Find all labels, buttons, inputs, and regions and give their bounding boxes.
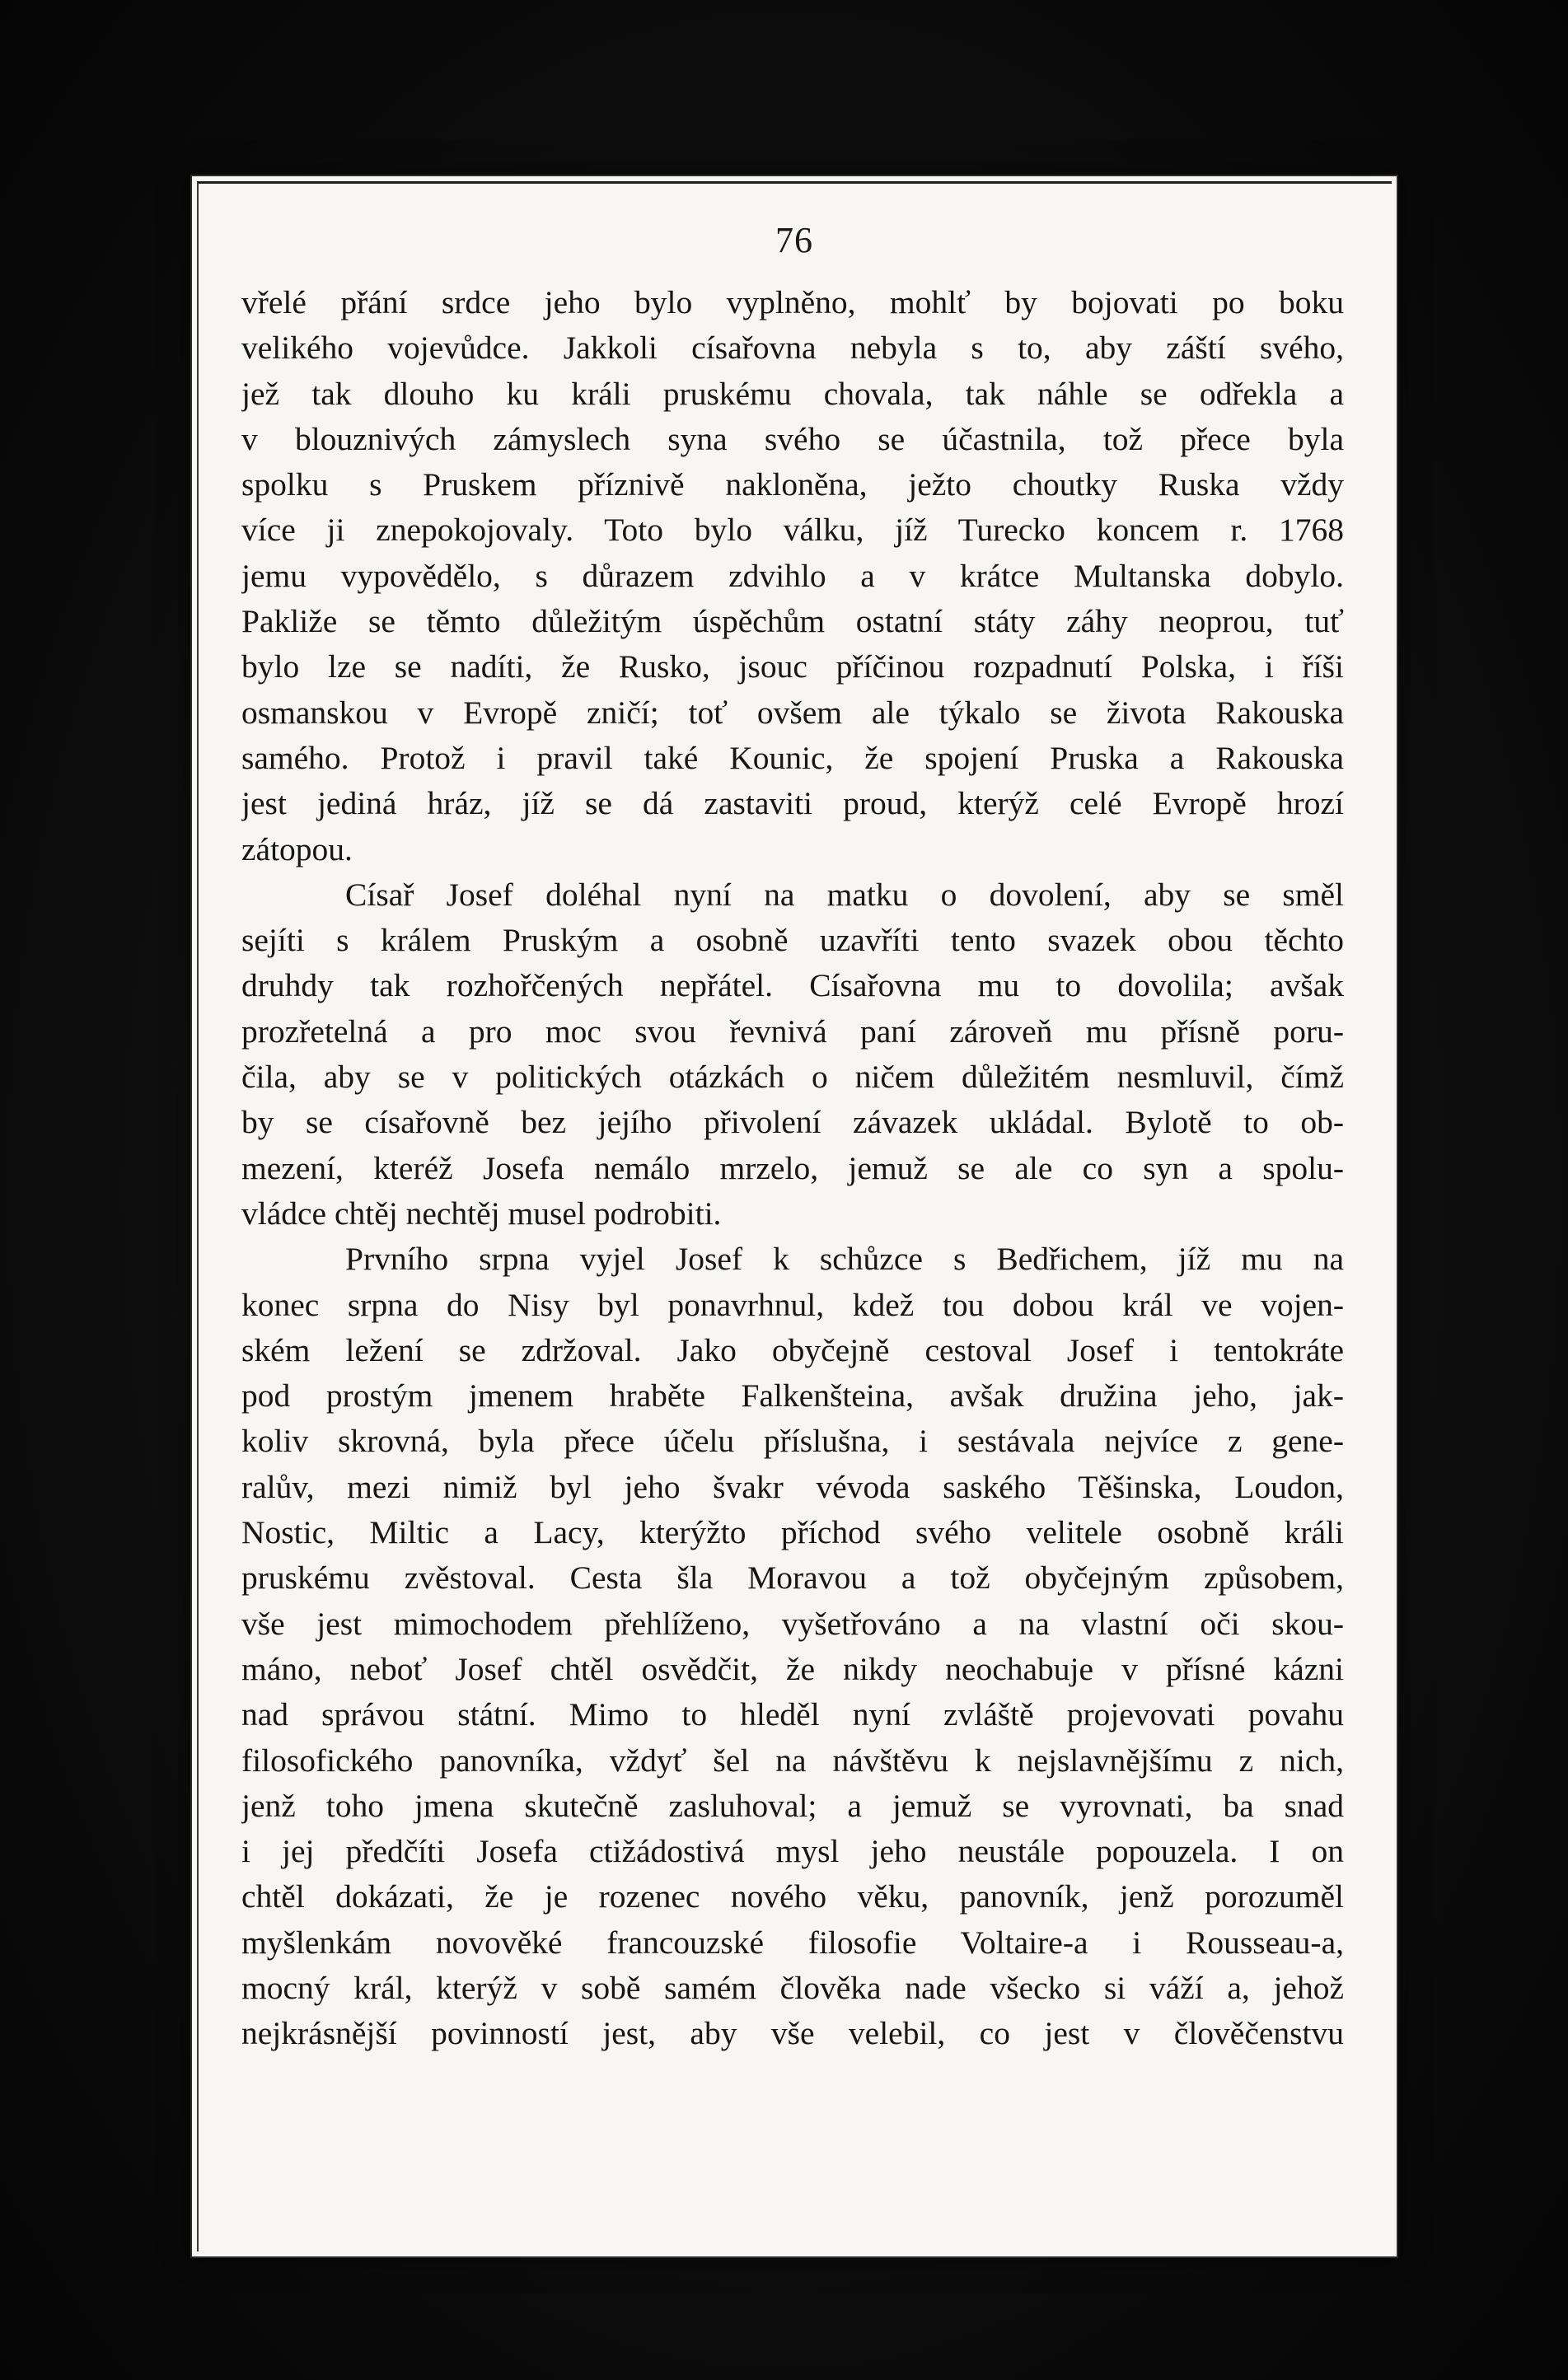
text-line: filosofického panovníka, vždyť šel na návštěvu k nejslavnějšímu z nich, bbox=[241, 1742, 1344, 1779]
page-number: 76 bbox=[775, 220, 813, 260]
body-text bbox=[241, 280, 1344, 2057]
text-line: konec srpna do Nisy byl ponavrhnul, kdež tou dobou král ve vojen- bbox=[241, 1286, 1344, 1323]
text-line: chtěl dokázati, že je rozenec nového věku, panovník, jenž porozuměl bbox=[241, 1878, 1344, 1915]
text-line: jemu vypovědělo, s důrazem zdvihlo a v krátce Multanska dobylo. bbox=[241, 557, 1344, 594]
paragraph-3 bbox=[241, 1237, 1344, 2056]
text-line: koliv skrovná, byla přece účelu příslušna, i sestávala nejvíce z gene- bbox=[241, 1423, 1344, 1460]
text-line: vše jest mimochodem přehlíženo, vyšetřováno a na vlastní oči skou- bbox=[241, 1605, 1344, 1642]
text-line: druhdy tak rozhořčených nepřátel. Císařovna mu to dovolila; avšak bbox=[241, 967, 1344, 1004]
text-line: Pakliže se těmto důležitým úspěchům ostatní státy záhy neoprou, tuť bbox=[241, 603, 1344, 640]
text-line: sejíti s králem Pruským a osobně uzavříti tento svazek obou těchto bbox=[241, 922, 1344, 959]
text-line: ralův, mezi nimiž byl jeho švakr vévoda saského Těšinska, Loudon, bbox=[241, 1468, 1344, 1505]
text-line: spolku s Pruskem příznivě nakloněna, ježto choutky Ruska vždy bbox=[241, 466, 1344, 503]
text-line: velikého vojevůdce. Jakkoli císařovna nebyla s to, aby záští svého, bbox=[241, 330, 1344, 367]
text-line: vládce chtěj nechtěj musel podrobiti. bbox=[241, 1195, 722, 1232]
paragraph-2 bbox=[241, 872, 1344, 1237]
text-line: více ji znepokojovaly. Toto bylo válku, jíž Turecko koncem r. 1768 bbox=[241, 512, 1344, 549]
text-line: pod prostým jmenem hraběte Falkenšteina, avšak družina jeho, jak- bbox=[241, 1377, 1344, 1414]
text-line: v blouznivých zámyslech syna svého se účastnila, tož přece byla bbox=[241, 420, 1344, 457]
text-line: vřelé přání srdce jeho bylo vyplněno, mohlť by bojovati po boku bbox=[241, 284, 1344, 320]
text-line: osmanskou v Evropě zničí; toť ovšem ale týkalo se života Rakouska bbox=[241, 694, 1344, 731]
book-page bbox=[192, 176, 1397, 2256]
text-line: jest jediná hráz, jíž se dá zastaviti proud, kterýž celé Evropě hrozí bbox=[241, 785, 1344, 822]
text-line: Nostic, Miltic a Lacy, kterýžto příchod svého velitele osobně králi bbox=[241, 1514, 1344, 1551]
text-line: jenž toho jmena skutečně zasluhoval; a jemuž se vyrovnati, ba snad bbox=[241, 1787, 1344, 1824]
text-line: pruskému zvěstoval. Cesta šla Moravou a tož obyčejným způsobem, bbox=[241, 1559, 1344, 1597]
text-line: Prvního srpna vyjel Josef k schůzce s Bedřichem, jíž mu na bbox=[345, 1241, 1344, 1278]
text-line: mezení, kteréž Josefa nemálo mrzelo, jemuž se ale co syn a spolu- bbox=[241, 1149, 1344, 1186]
text-line: i jej předčíti Josefa ctižádostivá mysl jeho neustále popouzela. I on bbox=[241, 1833, 1344, 1870]
text-line: prozřetelná a pro moc svou řevnivá paní zároveň mu přísně poru- bbox=[241, 1012, 1344, 1050]
text-line: mocný král, kterýž v sobě samém člověka nade všecko si váží a, jehož bbox=[241, 1969, 1344, 2006]
text-line: nejkrásnější povinností jest, aby vše velebil, co jest v člověčenstvu bbox=[241, 2015, 1344, 2052]
text-line: máno, neboť Josef chtěl osvědčit, že nikdy neochabuje v přísné kázni bbox=[241, 1650, 1344, 1687]
text-line: nad správou státní. Mimo to hleděl nyní zvláště projevovati povahu bbox=[241, 1696, 1344, 1733]
text-line: jež tak dlouho ku králi pruskému chovala, tak náhle se odřekla a bbox=[241, 375, 1344, 412]
text-line: bylo lze se nadíti, že Rusko, jsouc příčinou rozpadnutí Polska, i říši bbox=[241, 648, 1344, 685]
text-line: zátopou. bbox=[241, 830, 353, 867]
paragraph-1 bbox=[241, 280, 1344, 872]
text-line: čila, aby se v politických otázkách o ničem důležitém nesmluvil, čímž bbox=[241, 1059, 1344, 1096]
text-line: samého. Protož i pravil také Kounic, že spojení Pruska a Rakouska bbox=[241, 739, 1344, 776]
text-line: ském ležení se zdržoval. Jako obyčejně cestoval Josef i tentokráte bbox=[241, 1331, 1344, 1368]
text-line: Císař Josef doléhal nyní na matku o dovolení, aby se směl bbox=[345, 876, 1344, 913]
text-line: by se císařovně bez jejího přivolení závazek ukládal. Bylotě to ob- bbox=[241, 1104, 1344, 1141]
text-line: myšlenkám novověké francouzské filosofie Voltaire-a i Rousseau-a, bbox=[241, 1924, 1344, 1961]
